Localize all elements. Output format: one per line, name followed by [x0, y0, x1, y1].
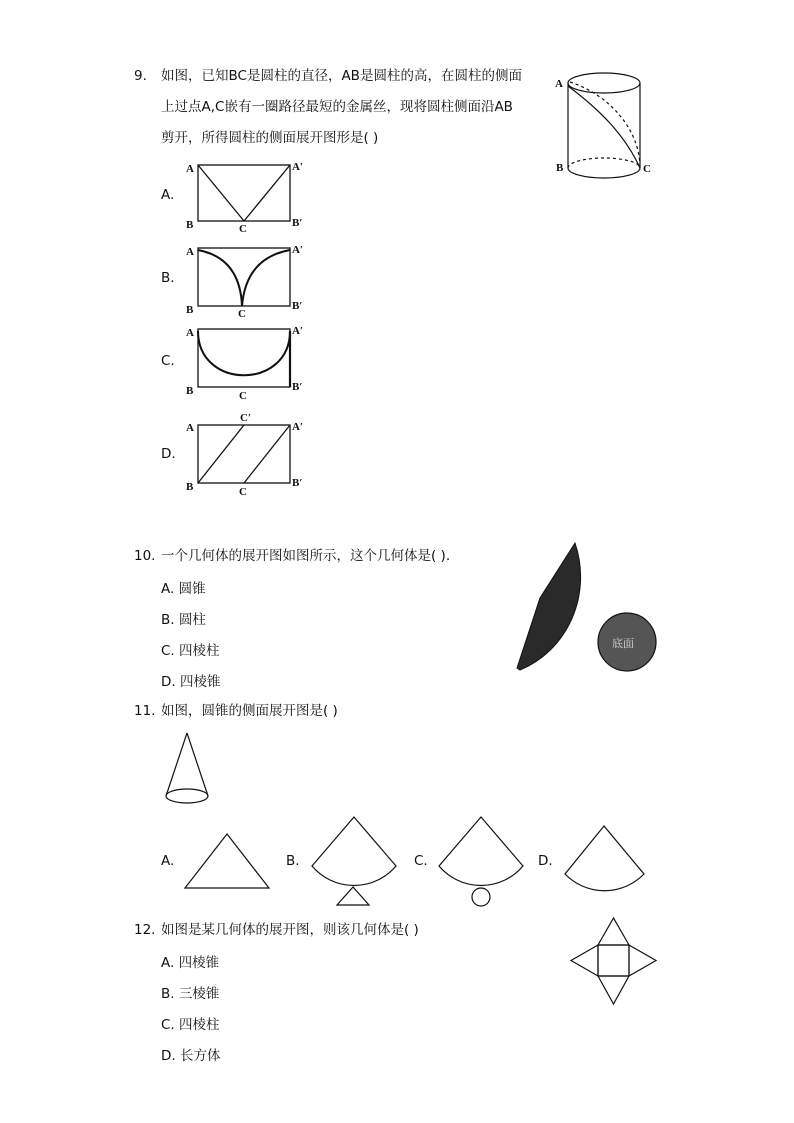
q12-number: 12.	[134, 922, 156, 938]
q10-base-label: 底面	[612, 637, 634, 650]
q11-option-b-letter[interactable]: B.	[286, 853, 300, 869]
q10-option-a-letter: A.	[161, 581, 175, 597]
q9-stem-line2: 上过点A,C嵌有一圈路径最短的金属丝，现将圆柱侧面沿AB	[161, 99, 513, 115]
q11-option-a-letter[interactable]: A.	[161, 853, 175, 869]
q9-a-label-br: B′	[292, 217, 303, 229]
q12-option-c-letter: C.	[161, 1017, 175, 1033]
q9-a-label-tr: A′	[292, 161, 304, 173]
q10-option-c-letter: C.	[161, 643, 175, 659]
q9-cyl-label-b: B	[556, 162, 564, 174]
q9-number: 9.	[134, 68, 147, 84]
q9-option-a-letter[interactable]: A.	[161, 187, 175, 203]
q11-stem: 如图，圆锥的侧面展开图是( )	[161, 703, 338, 719]
q10-option-d-text: 四棱锥	[179, 674, 221, 690]
q12-option-d-text: 长方体	[179, 1048, 221, 1064]
q12-stem: 如图是某几何体的展开图，则该几何体是( )	[161, 922, 419, 938]
q12-option-d-letter: D.	[161, 1048, 176, 1064]
q9-d-label-tr: A′	[292, 421, 304, 433]
q9-b-label-tr: A′	[292, 244, 304, 256]
q9-option-b-letter[interactable]: B.	[161, 270, 175, 286]
q9-b-label-bl: B	[186, 304, 194, 316]
q9-c-label-tr: A′	[292, 325, 304, 337]
q9-a-label-tl: A	[186, 163, 194, 175]
q11-option-d-letter[interactable]: D.	[538, 853, 553, 869]
q11-number: 11.	[134, 703, 156, 719]
q9-option-d-letter[interactable]: D.	[161, 446, 176, 462]
q9-stem-line1: 如图，已知BC是圆柱的直径，AB是圆柱的高，在圆柱的侧面	[161, 68, 522, 84]
q10-option-b-text: 圆柱	[178, 612, 206, 628]
q12-option-a-letter: A.	[161, 955, 175, 971]
q10-option-c-text: 四棱柱	[179, 643, 220, 659]
q10-option-a-text: 圆锥	[178, 581, 206, 597]
q9-c-label-br: B′	[292, 381, 303, 393]
q9-stem-line3: 剪开，所得圆柱的侧面展开图形是( )	[161, 130, 379, 146]
q9-c-label-tl: A	[186, 327, 194, 339]
q10-option-d-letter: D.	[161, 674, 176, 690]
q9-d-label-tl: A	[186, 422, 194, 434]
q9-d-label-bl: B	[186, 481, 194, 493]
q12-option-a-text: 四棱锥	[178, 955, 220, 971]
q9-b-label-br: B′	[292, 300, 303, 312]
q9-a-label-bl: B	[186, 219, 194, 231]
q9-c-label-bl: B	[186, 385, 194, 397]
q9-c-label-bm: C	[239, 390, 247, 402]
q9-cyl-label-c: C	[643, 163, 651, 175]
q12-option-c-text: 四棱柱	[179, 1017, 220, 1033]
q9-d-label-bm: C	[239, 486, 247, 498]
q9-a-label-bm: C	[239, 223, 247, 235]
q12-option-b-letter: B.	[161, 986, 175, 1002]
q10-stem: 一个几何体的展开图如图所示，这个几何体是( ).	[161, 548, 451, 564]
q12-option-b-text: 三棱锥	[178, 986, 220, 1002]
q9-b-label-bm: C	[238, 308, 246, 320]
q9-b-label-tl: A	[186, 246, 194, 258]
q10-number: 10.	[134, 548, 156, 564]
q9-option-c-letter[interactable]: C.	[161, 353, 175, 369]
q9-d-label-br: B′	[292, 477, 303, 489]
q9-d-label-top: C′	[240, 412, 252, 424]
q10-option-b-letter: B.	[161, 612, 175, 628]
q11-option-c-letter[interactable]: C.	[414, 853, 428, 869]
q9-cyl-label-a: A	[555, 78, 563, 90]
